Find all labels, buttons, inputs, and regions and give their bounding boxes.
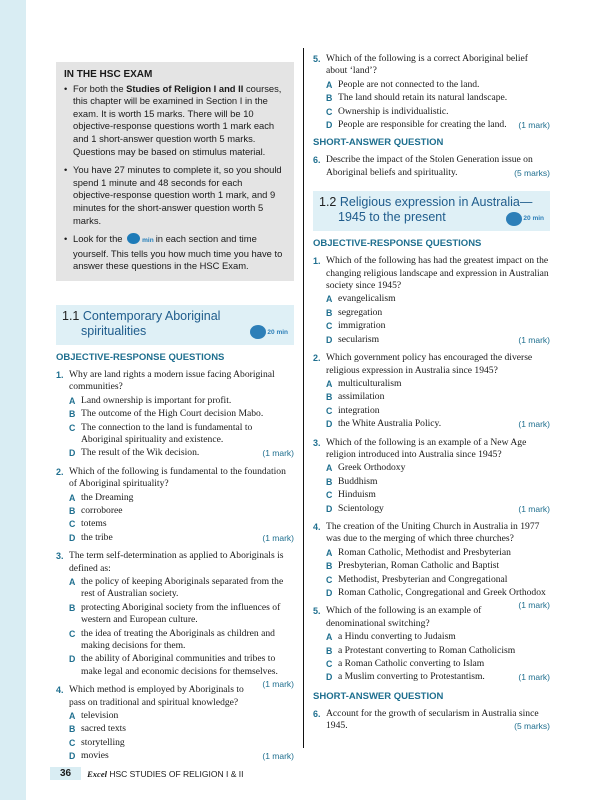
option-text: assimilation bbox=[338, 391, 385, 403]
timer-icon bbox=[127, 233, 140, 244]
timer-label: 20 min bbox=[523, 215, 544, 223]
question-number: 5. bbox=[313, 606, 321, 617]
answer-option bbox=[56, 602, 294, 627]
option-text: Hinduism bbox=[338, 489, 376, 501]
marks-label: (1 mark) bbox=[262, 751, 294, 762]
option-text: immigration bbox=[338, 320, 386, 332]
answer-option bbox=[313, 462, 550, 474]
question-number: 1. bbox=[313, 256, 321, 267]
answer-option bbox=[313, 503, 550, 515]
question-stem bbox=[313, 521, 550, 546]
answer-option bbox=[56, 395, 294, 407]
answer-option bbox=[313, 658, 550, 670]
answer-option bbox=[56, 408, 294, 420]
option-letter: A bbox=[326, 463, 333, 474]
option-text: movies bbox=[81, 750, 109, 762]
exam-box-title: IN THE HSC EXAM bbox=[64, 69, 153, 80]
answer-option bbox=[56, 447, 294, 459]
question-text: Describe the impact of the Stolen Generation issue on Aboriginal beliefs and spirituality. bbox=[326, 154, 533, 178]
option-letter: C bbox=[69, 737, 76, 748]
option-text: the White Australia Policy. bbox=[338, 418, 442, 430]
option-text: a Hindu converting to Judaism bbox=[338, 631, 456, 643]
timer-icon bbox=[506, 212, 522, 226]
timer-label: 20 min bbox=[267, 328, 288, 336]
option-letter: A bbox=[69, 577, 76, 587]
option-text: a Muslim converting to Protestantism. bbox=[338, 671, 485, 683]
answer-option bbox=[313, 489, 550, 501]
marks-label: (5 marks) bbox=[514, 167, 550, 178]
marks-label: (1 mark) bbox=[518, 120, 550, 131]
timer-icon bbox=[250, 325, 266, 339]
question-number: 4. bbox=[56, 685, 64, 696]
page-number: 36 bbox=[50, 767, 81, 780]
question-stem bbox=[313, 154, 550, 179]
option-text: Presbyterian, Roman Catholic and Baptist bbox=[338, 560, 500, 572]
right-column bbox=[313, 53, 550, 739]
answer-option bbox=[313, 92, 550, 104]
option-text: totems bbox=[81, 518, 107, 530]
option-text: corroboree bbox=[81, 504, 123, 516]
option-text: Roman Catholic, Methodist and Presbyterian bbox=[338, 546, 511, 558]
answer-option bbox=[56, 576, 294, 601]
option-text: integration bbox=[338, 404, 380, 416]
question bbox=[56, 369, 294, 460]
question-stem bbox=[56, 684, 294, 709]
marks-label: (1 mark) bbox=[518, 672, 550, 683]
question-text: Which method is employed by Aboriginals to pass on traditional and spiritual knowledge? bbox=[69, 684, 244, 708]
answer-option bbox=[313, 307, 550, 319]
question bbox=[313, 520, 550, 611]
option-letter: C bbox=[69, 628, 76, 639]
option-letter: D bbox=[69, 532, 76, 543]
question bbox=[56, 684, 294, 762]
question-number: 5. bbox=[313, 54, 321, 64]
question-text: Account for the growth of secularism in Australia since 1945. bbox=[326, 707, 539, 732]
option-letter: A bbox=[326, 378, 333, 389]
option-letter: B bbox=[69, 602, 76, 613]
marks-label: (1 mark) bbox=[262, 448, 294, 459]
option-text: People are responsible for creating the land. bbox=[338, 119, 507, 131]
option-letter: B bbox=[326, 561, 333, 572]
section-heading-1-1 bbox=[56, 305, 294, 345]
question-text: Which government policy has encouraged the diverse religious expression in Australia since 1945? bbox=[326, 352, 533, 376]
option-letter: B bbox=[326, 93, 333, 104]
option-letter: B bbox=[326, 476, 333, 487]
option-letter: D bbox=[326, 334, 333, 345]
option-letter: C bbox=[69, 519, 76, 530]
question-text: Which of the following is an example of denominational switching? bbox=[326, 605, 482, 629]
option-letter: C bbox=[326, 490, 333, 501]
answer-option bbox=[313, 391, 550, 403]
option-letter: D bbox=[326, 419, 333, 430]
section-title-line2: spiritualities bbox=[81, 323, 147, 338]
question-text: Which of the following is an example of a New Age religion introduced into Australia since 1945? bbox=[326, 436, 527, 460]
page-edge-band bbox=[0, 0, 26, 800]
option-letter: D bbox=[326, 503, 333, 514]
question-number: 6. bbox=[313, 155, 321, 166]
option-letter: B bbox=[326, 392, 333, 403]
answer-option bbox=[313, 320, 550, 332]
short-answer-question bbox=[313, 708, 550, 733]
answer-option bbox=[56, 710, 294, 722]
answer-option bbox=[56, 653, 294, 690]
question-stem bbox=[56, 369, 294, 394]
option-text: a Roman Catholic converting to Islam bbox=[338, 658, 485, 670]
question bbox=[313, 605, 550, 683]
short-answer-heading: SHORT-ANSWER QUESTION bbox=[313, 137, 444, 149]
question-number: 4. bbox=[313, 521, 321, 532]
question-list bbox=[313, 255, 550, 684]
question bbox=[313, 53, 550, 131]
option-letter: C bbox=[326, 106, 333, 117]
answer-option bbox=[313, 293, 550, 305]
question-number: 3. bbox=[56, 551, 64, 562]
answer-option bbox=[56, 518, 294, 530]
marks-label: (1 mark) bbox=[518, 419, 550, 430]
question bbox=[313, 437, 550, 515]
marks-label: (1 mark) bbox=[262, 679, 294, 690]
section-number: 1.1 bbox=[62, 308, 80, 323]
option-letter: D bbox=[69, 654, 76, 665]
question-stem bbox=[56, 550, 294, 575]
option-text: The result of the Wik decision. bbox=[81, 447, 200, 459]
section-timer bbox=[250, 325, 288, 340]
option-text: evangelicalism bbox=[338, 293, 396, 305]
answer-option bbox=[313, 631, 550, 643]
text: courses, this chapter will be examined in Section I in the exam. It is worth 15 marks. There will be 10 objective-response questions worth 1 mark each and 1 short-answer question worth 5 marks. Questions may be based on stimulus material. bbox=[73, 82, 282, 157]
option-text: Methodist, Presbyterian and Congregational bbox=[338, 573, 508, 585]
section-title-line1: Religious expression in Australia— bbox=[339, 195, 533, 210]
book-title bbox=[87, 769, 243, 779]
bold-text: Studies of Religion I and II bbox=[126, 82, 244, 94]
answer-option bbox=[56, 505, 294, 517]
question-stem bbox=[313, 53, 550, 78]
brand-name: Excel bbox=[87, 768, 107, 779]
answer-option bbox=[313, 671, 550, 683]
question-list-continued bbox=[313, 53, 550, 131]
answer-option bbox=[56, 737, 294, 749]
option-letter: B bbox=[69, 505, 76, 516]
page-footer bbox=[50, 767, 243, 780]
answer-option bbox=[313, 405, 550, 417]
option-letter: A bbox=[69, 711, 76, 722]
answer-option bbox=[313, 547, 550, 559]
question bbox=[56, 466, 294, 544]
answer-option bbox=[56, 723, 294, 735]
option-text: Roman Catholic, Congregational and Greek Orthodox bbox=[338, 587, 546, 598]
question-text: Which of the following is a correct Aboriginal belief about ‘land’? bbox=[326, 53, 528, 77]
answer-option bbox=[313, 587, 550, 611]
section-timer bbox=[506, 211, 544, 226]
section-heading-1-2 bbox=[313, 191, 550, 231]
answer-option bbox=[313, 560, 550, 572]
option-text: Land ownership is important for profit. bbox=[81, 394, 232, 406]
question-list bbox=[56, 369, 294, 763]
option-text: The land should retain its natural landscape. bbox=[338, 92, 508, 104]
section-title-line2: 1945 to the present bbox=[338, 210, 446, 225]
question-number: 1. bbox=[56, 369, 64, 380]
book-name: HSC STUDIES OF RELIGION I & II bbox=[109, 768, 244, 779]
exam-info-item: • You have 27 minutes to complete it, so you should spend 1 minute and 48 seconds for each objective-response question worth 1 mark, and 9 minutes for the short-answer question worth 5 marks. bbox=[64, 164, 285, 227]
option-text: television bbox=[81, 710, 119, 722]
option-text: the tribe bbox=[81, 531, 113, 543]
text: For both the bbox=[73, 82, 127, 94]
option-text: People are not connected to the land. bbox=[338, 78, 480, 90]
question-number: 3. bbox=[313, 437, 321, 448]
option-text: segregation bbox=[338, 306, 383, 318]
option-text: Buddhism bbox=[338, 475, 378, 487]
option-letter: A bbox=[326, 547, 333, 558]
question-text: Why are land rights a modern issue facing Aboriginal communities? bbox=[69, 368, 275, 393]
question-stem bbox=[313, 708, 550, 733]
option-letter: A bbox=[326, 632, 333, 643]
option-letter: C bbox=[326, 659, 333, 670]
answer-option bbox=[313, 119, 550, 131]
option-text: the Dreaming bbox=[81, 491, 134, 503]
question bbox=[313, 352, 550, 430]
option-text: the ability of Aboriginal communities and tribes to make legal and economic decisions for themselves. bbox=[81, 653, 278, 677]
option-text: The connection to the land is fundamental to Aboriginal spirituality and existence. bbox=[81, 421, 253, 445]
option-letter: D bbox=[326, 588, 333, 598]
question-number: 2. bbox=[56, 466, 64, 477]
option-letter: D bbox=[326, 120, 333, 131]
section-title-line1: Contemporary Aboriginal bbox=[82, 308, 221, 323]
answer-option bbox=[313, 378, 550, 390]
exam-info-item bbox=[64, 83, 285, 159]
question-text: The term self-determination as applied to Aboriginals is defined as: bbox=[69, 550, 284, 574]
option-letter: A bbox=[69, 395, 76, 406]
answer-option bbox=[56, 532, 294, 544]
question-text: Which of the following is fundamental to the foundation of Aboriginal spirituality? bbox=[69, 465, 286, 490]
marks-label: (5 marks) bbox=[514, 721, 550, 732]
objective-heading: OBJECTIVE-RESPONSE QUESTIONS bbox=[56, 351, 225, 363]
question-stem bbox=[313, 605, 550, 630]
answer-option bbox=[56, 492, 294, 504]
answer-option bbox=[56, 628, 294, 653]
answer-option bbox=[313, 418, 550, 430]
answer-option bbox=[56, 422, 294, 447]
answer-option bbox=[313, 645, 550, 657]
question-stem bbox=[313, 255, 550, 292]
option-text: protecting Aboriginal society from the influences of western and European culture. bbox=[81, 601, 281, 626]
option-letter: D bbox=[69, 751, 76, 762]
answer-option bbox=[56, 750, 294, 762]
answer-option bbox=[313, 79, 550, 91]
question-number: 6. bbox=[313, 708, 321, 719]
question bbox=[313, 255, 550, 346]
marks-label: (1 mark) bbox=[262, 532, 294, 543]
option-text: multiculturalism bbox=[338, 377, 402, 389]
exam-info-list bbox=[64, 83, 285, 273]
short-answer-question bbox=[313, 154, 550, 179]
question-stem bbox=[56, 466, 294, 491]
answer-option bbox=[313, 334, 550, 346]
option-text: the policy of keeping Aboriginals separated from the rest of Australian society. bbox=[81, 576, 284, 600]
question-text: Which of the following has had the greatest impact on the changing religious landscape and expression in Australian society since 1945? bbox=[326, 255, 549, 292]
option-letter: D bbox=[69, 448, 76, 459]
question-number: 2. bbox=[313, 353, 321, 364]
option-letter: A bbox=[69, 492, 76, 503]
option-letter: C bbox=[69, 422, 76, 433]
option-letter: C bbox=[326, 405, 333, 416]
option-letter: B bbox=[326, 307, 333, 318]
answer-option bbox=[313, 574, 550, 586]
option-letter: B bbox=[69, 409, 76, 420]
marks-label: (1 mark) bbox=[518, 600, 550, 611]
section-number: 1.2 bbox=[319, 195, 337, 210]
question-text: The creation of the Uniting Church in Australia in 1977 was due to the merging of which three churches? bbox=[326, 520, 540, 545]
option-letter: B bbox=[69, 724, 76, 735]
answer-option bbox=[313, 106, 550, 118]
marks-label: (1 mark) bbox=[518, 334, 550, 345]
short-answer-heading: SHORT-ANSWER QUESTION bbox=[313, 690, 444, 702]
option-letter: D bbox=[326, 672, 333, 683]
question bbox=[56, 550, 294, 690]
objective-heading: OBJECTIVE-RESPONSE QUESTIONS bbox=[313, 238, 482, 250]
question-stem bbox=[313, 352, 550, 377]
option-text: a Protestant converting to Roman Catholicism bbox=[338, 644, 516, 656]
text: in each section and time yourself. This tells you how much time you have to answer these questions in the HSC Exam. bbox=[73, 233, 283, 272]
option-text: Ownership is individualistic. bbox=[338, 105, 449, 117]
exam-info-item bbox=[64, 233, 285, 273]
option-letter: B bbox=[326, 645, 333, 656]
left-column bbox=[56, 52, 294, 769]
option-letter: C bbox=[326, 574, 333, 585]
column-divider bbox=[303, 48, 304, 748]
option-letter: A bbox=[326, 294, 333, 305]
option-text: sacred texts bbox=[81, 723, 127, 735]
exam-info-box bbox=[56, 62, 294, 281]
option-text: Scientology bbox=[338, 502, 384, 514]
option-text: storytelling bbox=[81, 736, 125, 748]
timer-icon-label: min bbox=[142, 237, 154, 245]
option-text: The outcome of the High Court decision Mabo. bbox=[81, 408, 264, 420]
option-letter: C bbox=[326, 321, 333, 332]
text: Look for the bbox=[73, 233, 123, 245]
marks-label: (1 mark) bbox=[518, 503, 550, 514]
option-text: the idea of treating the Aboriginals as children and making decisions for them. bbox=[81, 627, 275, 652]
option-text: secularism bbox=[338, 333, 380, 345]
option-text: Greek Orthodoxy bbox=[338, 462, 406, 474]
option-letter: A bbox=[326, 79, 333, 90]
answer-option bbox=[313, 476, 550, 488]
question-stem bbox=[313, 437, 550, 462]
